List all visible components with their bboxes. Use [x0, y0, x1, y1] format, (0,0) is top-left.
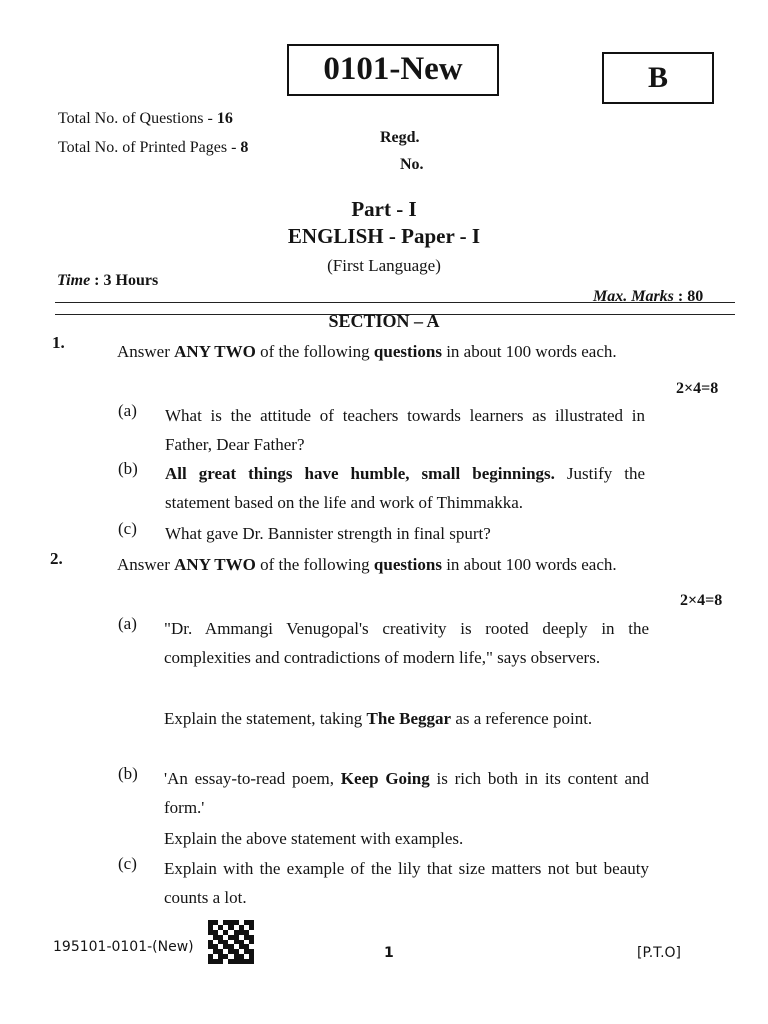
question-intro: Answer ANY TWO of the following questions in about 100 words each.: [117, 342, 617, 361]
sub-question-label: (c): [118, 519, 137, 538]
part-title: Part - I: [351, 197, 417, 221]
set-letter-box: [602, 52, 714, 104]
sub-question-text: What is the attitude of teachers towards learners as illustrated in Father, Dear Father?: [165, 406, 645, 454]
page-number: 1: [384, 945, 394, 961]
sub-question-extra: Explain the above statement with examples.: [164, 829, 464, 848]
question-intro: Answer ANY TWO of the following questions in about 100 words each.: [117, 555, 617, 574]
language-subtitle: (First Language): [327, 256, 441, 275]
sub-question-text: What gave Dr. Bannister strength in final spurt?: [165, 524, 491, 543]
sub-question-label: (a): [118, 401, 137, 420]
question-marks: 2×4=8: [680, 592, 723, 609]
exam-time: Time : 3 Hours: [57, 272, 159, 289]
total-questions: Total No. of Questions - 16: [58, 110, 233, 127]
sub-question-text: Explain with the example of the lily that size matters not but beauty counts a lot.: [164, 859, 649, 907]
sub-question-text: 'An essay-to-read poem, Keep Going is rich both in its content and form.': [164, 769, 650, 817]
sub-question-label: (c): [118, 854, 137, 873]
qr-code-icon: [208, 920, 254, 964]
set-letter: B: [647, 61, 668, 94]
paper-code: 0101-New: [323, 51, 463, 87]
question-number: 2.: [50, 549, 63, 568]
question-number: 1.: [52, 333, 65, 352]
sub-question-label: (b): [118, 459, 138, 478]
footer-code: 195101-0101-(New): [53, 939, 194, 955]
sub-question-label: (a): [118, 614, 137, 633]
regd-no-label: No.: [400, 156, 424, 173]
sub-question-extra: Explain the statement, taking The Beggar as a reference point.: [164, 709, 593, 728]
pto-marker: [P.T.O]: [637, 945, 681, 961]
sub-question-text: "Dr. Ammangi Venugopal's creativity is rooted deeply in the complexities and contradictions of modern life," says observers.: [164, 619, 649, 667]
subject-title: ENGLISH - Paper - I: [287, 224, 481, 248]
header-rule-top: [55, 302, 735, 303]
sub-question-label: (b): [118, 764, 138, 783]
section-heading: SECTION – A: [328, 311, 440, 331]
paper-code-box: [287, 44, 499, 96]
sub-question-text: All great things have humble, small beginnings. Justify the statement based on the life and work of Thimmakka.: [165, 464, 645, 512]
question-marks: 2×4=8: [676, 380, 719, 397]
regd-label: Regd.: [380, 129, 420, 146]
max-marks: Max. Marks : 80: [593, 288, 704, 305]
total-pages: Total No. of Printed Pages - 8: [58, 139, 249, 156]
